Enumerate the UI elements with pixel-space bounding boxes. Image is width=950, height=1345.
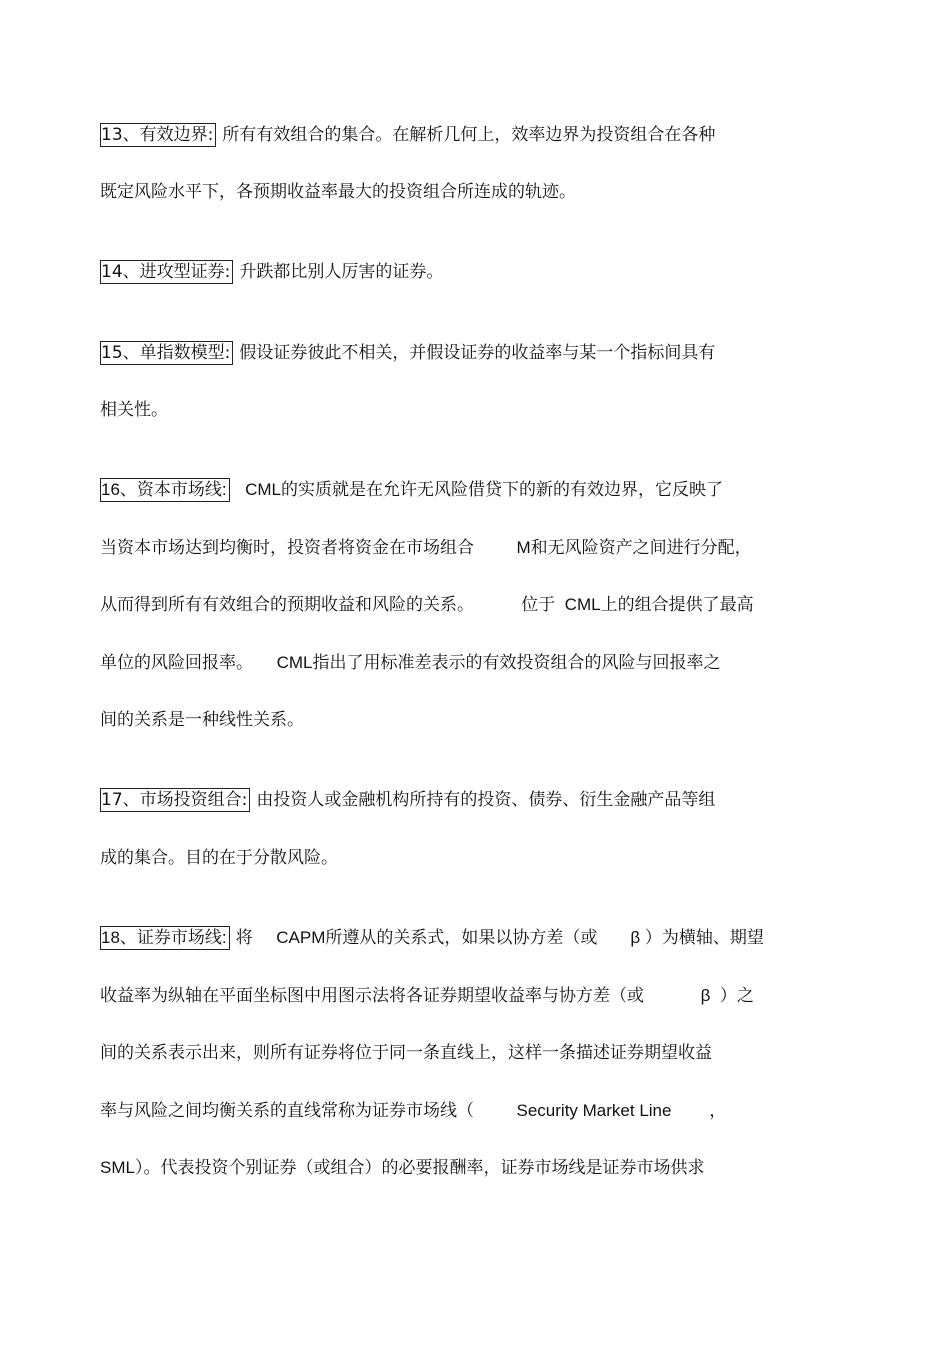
- entry-13-line-1: [100, 123, 715, 147]
- definition-text: 间的关系表示出来，则所有证券将位于同一条直线上，这样一条描述证券期望收益: [100, 1043, 712, 1063]
- entry-14-line-1: [100, 260, 443, 284]
- term-box: 18、证券市场线:: [100, 926, 230, 950]
- definition-text: 所有有效组合的集合。在解析几何上，效率边界为投资组合在各种: [222, 125, 716, 145]
- entry-18-line-2: [100, 984, 754, 1008]
- definition-text: 当资本市场达到均衡时，投资者将资金在市场组合 M和无风险资产之间进行分配，: [100, 538, 752, 557]
- definition-text: 由投资人或金融机构所持有的投资、债券、衍生金融产品等组: [256, 790, 716, 810]
- definition-text: SML）。代表投资个别证券（或组合）的必要报酬率，证券市场线是证券市场供求: [100, 1158, 705, 1177]
- entry-16-line-5: [100, 708, 304, 732]
- entry-15-line-1: [100, 341, 715, 365]
- definition-text: 假设证券彼此不相关，并假设证券的收益率与某一个指标间具有: [239, 343, 716, 363]
- definition-text: 既定风险水平下，各预期收益率最大的投资组合所连成的轨迹。: [100, 182, 576, 202]
- entry-18-line-4: [100, 1099, 726, 1123]
- term-box: 14、进攻型证券:: [100, 260, 233, 284]
- definition-text: 从而得到所有有效组合的预期收益和风险的关系。 位于 CML上的组合提供了最高: [100, 595, 754, 614]
- definition-text: CML的实质就是在允许无风险借贷下的新的有效边界，它反映了: [235, 480, 723, 499]
- entry-13-line-2: [100, 180, 576, 204]
- entry-15-line-2: [100, 398, 168, 422]
- term-box: 15、单指数模型:: [100, 341, 233, 365]
- entry-18-line-1: [100, 926, 764, 950]
- term-box: 17、市场投资组合:: [100, 788, 250, 812]
- entry-17-line-1: [100, 788, 715, 812]
- definition-text: 单位的风险回报率。 CML指出了用标准差表示的有效投资组合的风险与回报率之: [100, 653, 721, 672]
- definition-text: 相关性。: [100, 400, 168, 420]
- definition-text: 成的集合。目的在于分散风险。: [100, 848, 338, 868]
- definition-text: 收益率为纵轴在平面坐标图中用图示法将各证券期望收益率与协方差（或 β ）之: [100, 986, 754, 1005]
- entry-16-line-4: [100, 651, 721, 675]
- definition-text: 升跌都比别人厉害的证券。: [239, 262, 444, 282]
- entry-16-line-1: [100, 478, 723, 502]
- definition-text: 将 CAPM所遵从的关系式，如果以协方差（或 β ）为横轴、期望: [235, 928, 764, 947]
- entry-18-line-5: [100, 1156, 704, 1180]
- entry-18-line-3: [100, 1041, 712, 1065]
- term-box: 13、有效边界:: [100, 123, 216, 147]
- entry-16-line-2: [100, 536, 752, 560]
- entry-16-line-3: [100, 593, 754, 617]
- definition-text: 率与风险之间均衡关系的直线常称为证券市场线（ Security Market Line ，: [100, 1101, 727, 1120]
- entry-17-line-2: [100, 846, 338, 870]
- term-box: 16、资本市场线:: [100, 478, 230, 502]
- definition-text: 间的关系是一种线性关系。: [100, 710, 304, 730]
